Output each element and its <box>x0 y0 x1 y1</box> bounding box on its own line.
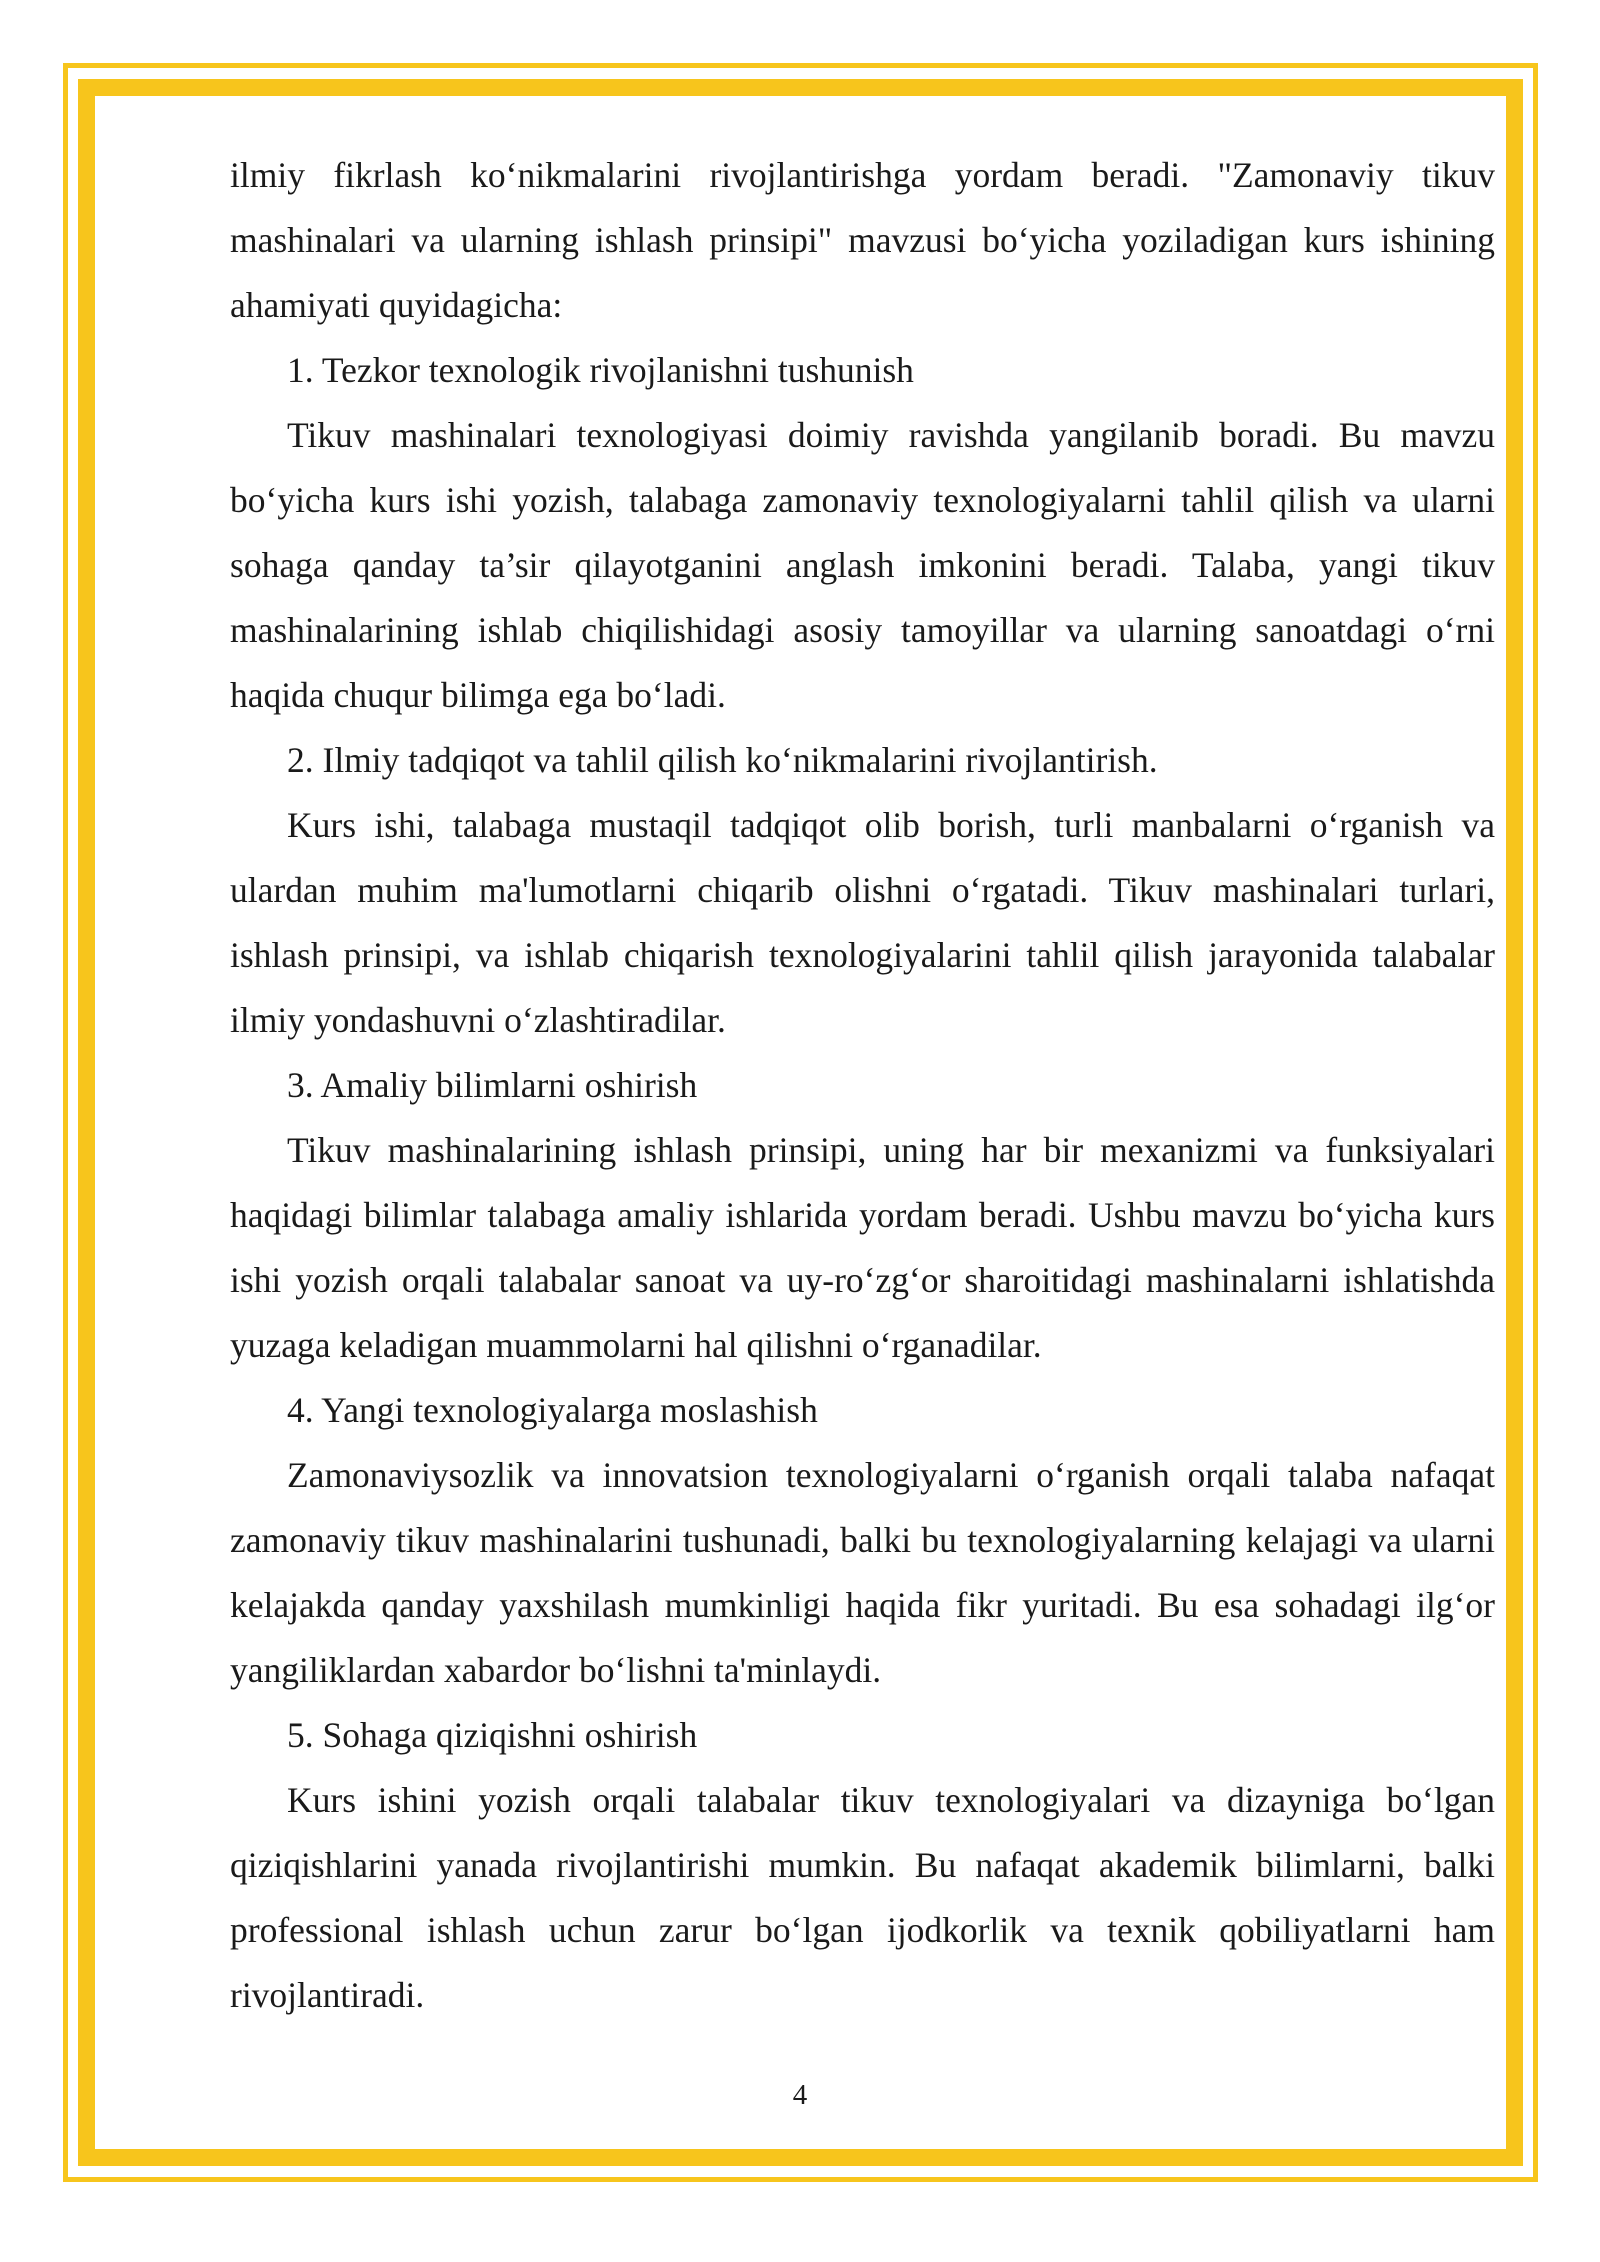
section-heading-3: 3. Amaliy bilimlarni oshirish <box>287 1065 698 1105</box>
lead-paragraph: ilmiy fikrlash ko‘nikmalarini rivojlantirishga yordam beradi. "Zamonaviy tikuv mashinalari va ularning ishlash prinsipi" mavzusi bo‘yicha yoziladigan kurs ishining ahamiyati quyidagicha: <box>230 155 1495 325</box>
section-body-5: Kurs ishini yozish orqali talabalar tikuv texnologiyalari va dizayniga bo‘lgan qiziqishlarini yanada rivojlantirishi mumkin. Bu nafaqat akademik bilimlarni, balki professional ishlash uchun zarur bo‘lgan ijodkorlik va texnik qobiliyatlarni ham rivojlantiradi. <box>230 1780 1495 2015</box>
section-body-3: Tikuv mashinalarining ishlash prinsipi, uning har bir mexanizmi va funksiyalari haqidagi bilimlar talabaga amaliy ishlarida yordam beradi. Ushbu mavzu bo‘yicha kurs ishi yozish orqali talabalar sanoat va uy-ro‘zg‘or sharoitidagi mashinalarni ishlatishda yuzaga keladigan muammolarni hal qilishni o‘rganadilar. <box>230 1130 1495 1365</box>
page-number: 4 <box>792 2079 808 2111</box>
section-heading-1: 1. Tezkor texnologik rivojlanishni tushunish <box>287 350 914 390</box>
section-body-4: Zamonaviysozlik va innovatsion texnologiyalarni o‘rganish orqali talaba nafaqat zamonaviy tikuv mashinalarini tushunadi, balki bu texnologiyalarning kelajagi va ularni kelajakda qanday yaxshilash mumkinligi haqida fikr yuritadi. Bu esa sohadagi ilg‘or yangiliklardan xabardor bo‘lishni ta'minlaydi. <box>230 1455 1495 1690</box>
document-body <box>230 143 1495 2028</box>
section-heading-2: 2. Ilmiy tadqiqot va tahlil qilish ko‘nikmalarini rivojlantirish. <box>287 740 1158 780</box>
section-body-1: Tikuv mashinalari texnologiyasi doimiy ravishda yangilanib boradi. Bu mavzu bo‘yicha kurs ishi yozish, talabaga zamonaviy texnologiyalarni tahlil qilish va ularni sohaga qanday ta’sir qilayotganini anglash imkonini beradi. Talaba, yangi tikuv mashinalarining ishlab chiqilishidagi asosiy tamoyillar va ularning sanoatdagi o‘rni haqida chuqur bilimga ega bo‘ladi. <box>230 415 1495 715</box>
section-heading-4: 4. Yangi texnologiyalarga moslashish <box>287 1390 818 1430</box>
section-heading-5: 5. Sohaga qiziqishni oshirish <box>287 1715 698 1755</box>
section-body-2: Kurs ishi, talabaga mustaqil tadqiqot olib borish, turli manbalarni o‘rganish va ulardan muhim ma'lumotlarni chiqarib olishni o‘rgatadi. Tikuv mashinalari turlari, ishlash prinsipi, va ishlab chiqarish texnologiyalarini tahlil qilish jarayonida talabalar ilmiy yondashuvni o‘zlashtiradilar. <box>230 805 1495 1040</box>
